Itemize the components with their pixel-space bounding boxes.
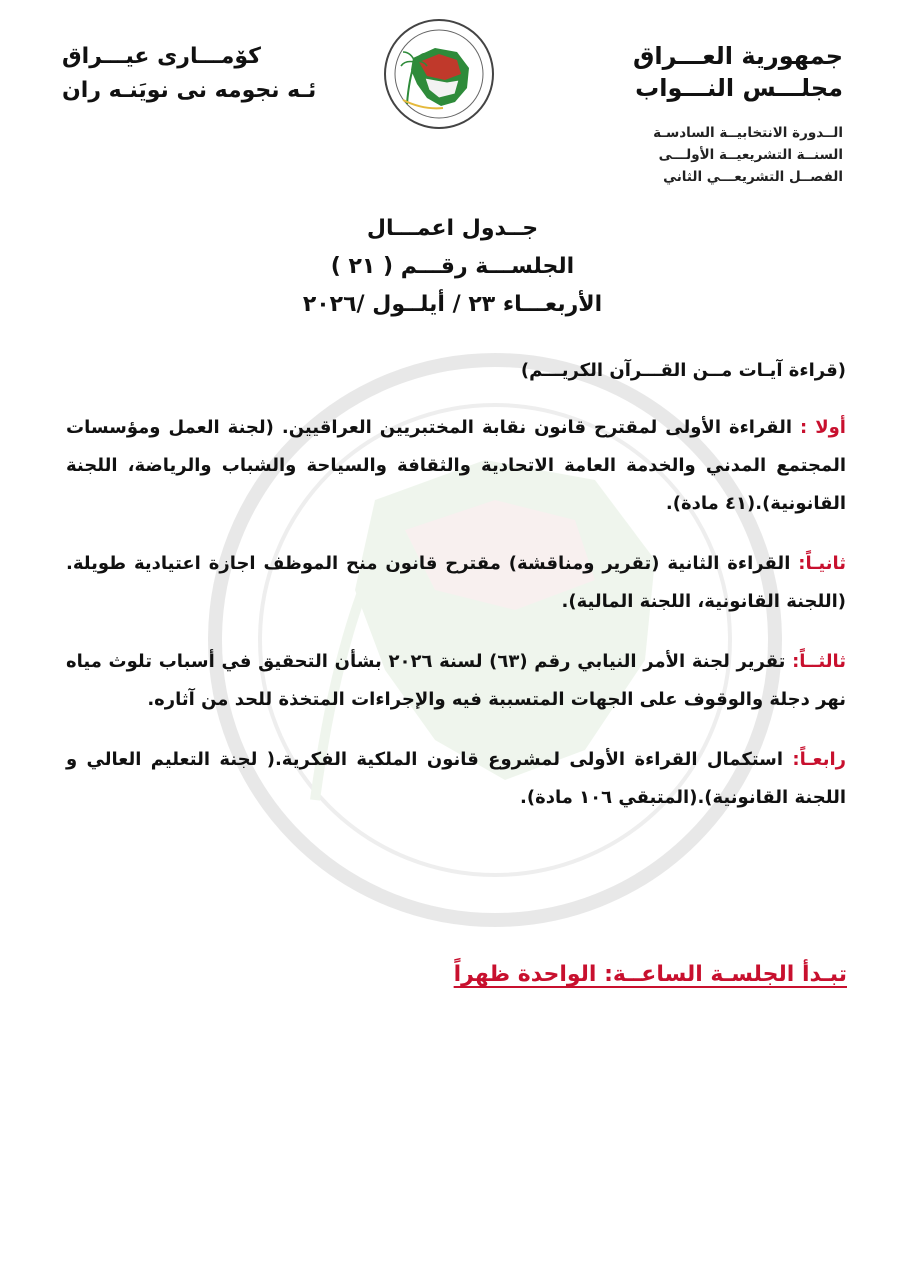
session-date: الأربعـــاء ٢٣ / أيلــول /٢٠٢٦ bbox=[302, 292, 603, 317]
agenda-item-label: رابعـاً: bbox=[792, 749, 846, 770]
agenda-item-label: ثالثــاً: bbox=[792, 651, 846, 672]
agenda-item-text: القراءة الأولى لمقترح قانون نقابة المختبريين العراقيين. (لجنة العمل ومؤسسات المجتمع المدني والخدمة العامة الاتحادية والثقافة والسياحة والشباب والرياضة، اللجنة القانونية).(٤١ مادة). bbox=[66, 417, 846, 514]
agenda-title: جــدول اعمـــال bbox=[366, 216, 539, 241]
header-kurdish bbox=[62, 40, 362, 108]
parliament-seal-logo bbox=[383, 18, 495, 130]
council-of-representatives-title: مجلـــس النـــواب bbox=[635, 74, 843, 102]
agenda-title-block bbox=[0, 210, 905, 324]
session-number: الجلســـة رقـــم ( ٢١ ) bbox=[330, 254, 575, 279]
republic-of-iraq-title: جمهورية العـــراق bbox=[632, 42, 843, 70]
legislative-term: الفصــل التشريعـــي الثاني bbox=[663, 169, 843, 185]
agenda-item-text: القراءة الثانية (تقرير ومناقشة) مقترح قانون منح الموظف اجازة اعتيادية طويلة. (اللجنة القانونية، اللجنة المالية). bbox=[66, 553, 846, 612]
opening-quran-recitation: (قراءة آيـات مــن القـــرآن الكريـــم) bbox=[520, 360, 846, 381]
agenda-item-label: أولا : bbox=[800, 417, 846, 438]
header-arabic bbox=[543, 40, 843, 188]
kurdish-council-title: ئـه نجومه نى نويَنـه ران bbox=[62, 78, 317, 103]
agenda-body bbox=[66, 360, 846, 839]
agenda-item-label: ثانيـاً: bbox=[798, 553, 846, 574]
session-meta bbox=[543, 122, 843, 188]
agenda-item-1 bbox=[66, 409, 846, 523]
agenda-item-2 bbox=[66, 545, 846, 621]
legislative-year: السنــة التشريعيــة الأولـــى bbox=[658, 147, 843, 163]
session-start-time: تبـدأ الجلسـة الساعــة: الواحدة ظهراً bbox=[453, 962, 847, 987]
agenda-item-text: تقرير لجنة الأمر النيابي رقم (٦٣) لسنة ٢٠٢٦ بشأن التحقيق في أسباب تلوث مياه نهر دجلة والوقوف على الجهات المتسببة فيه والإجراءات المتخذة للحد من آثاره. bbox=[66, 651, 846, 710]
agenda-item-3 bbox=[66, 643, 846, 719]
agenda-item-text: استكمال القراءة الأولى لمشروع قانون الملكية الفكرية.( لجنة التعليم العالي و اللجنة القانونية).(المتبقي ١٠٦ مادة). bbox=[66, 749, 846, 808]
kurdish-republic-title: كۆمـــارى عيـــراق bbox=[62, 44, 261, 69]
electoral-cycle: الــدورة الانتخابيــة السادسـة bbox=[653, 125, 843, 141]
agenda-item-4 bbox=[66, 741, 846, 817]
